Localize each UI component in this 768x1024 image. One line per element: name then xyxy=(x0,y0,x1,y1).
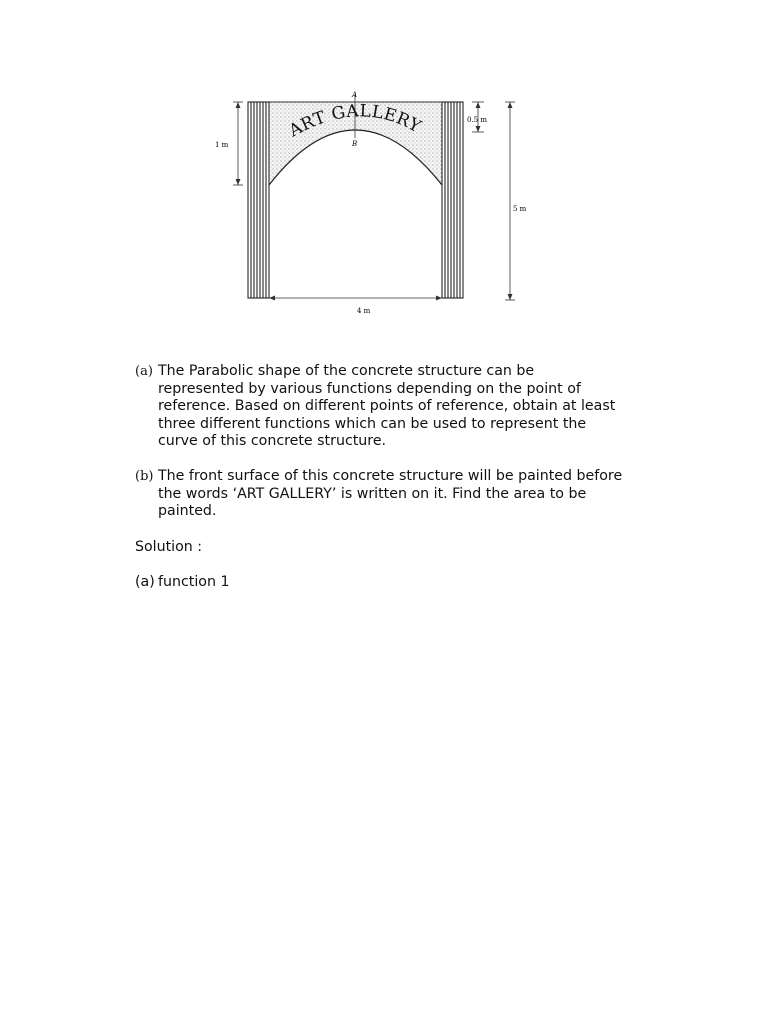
left-pillar xyxy=(248,102,269,298)
question-a-line: curve of this concrete structure. xyxy=(158,433,387,450)
question-b-label: (b) xyxy=(135,469,154,484)
question-a-line: three different functions which can be used to represent the xyxy=(158,415,587,432)
question-a-line: reference. Based on different points of reference, obtain at least xyxy=(158,398,616,415)
dim-left-label: 1 m xyxy=(215,141,229,149)
dim-right-label: 5 m xyxy=(513,205,527,213)
question-a-label: (a) xyxy=(135,364,153,379)
sign-text: ART GALLERY xyxy=(285,101,425,142)
right-pillar xyxy=(442,102,463,298)
solution-answer-text: function 1 xyxy=(158,574,230,590)
dim-top-label: 0.5 m xyxy=(467,116,487,124)
question-a-text xyxy=(158,363,678,451)
solution-answer-label: (a) xyxy=(135,574,155,590)
question-b-line: The front surface of this concrete structure will be painted before xyxy=(158,468,623,484)
question-a-line: The Parabolic shape of the concrete structure can be xyxy=(158,363,535,379)
arch-diagram xyxy=(200,80,540,330)
question-b-line: the words ‘ART GALLERY’ is written on it. Find the area to be xyxy=(158,485,587,502)
question-b-line: painted. xyxy=(158,503,217,520)
dim-bottom-label: 4 m xyxy=(357,307,371,315)
question-b-text xyxy=(158,468,678,521)
question-a-line: represented by various functions depending on the point of xyxy=(158,380,581,397)
point-b-label: B xyxy=(352,140,358,148)
point-a-label: A xyxy=(352,91,358,99)
solution-heading: Solution : xyxy=(135,539,203,555)
